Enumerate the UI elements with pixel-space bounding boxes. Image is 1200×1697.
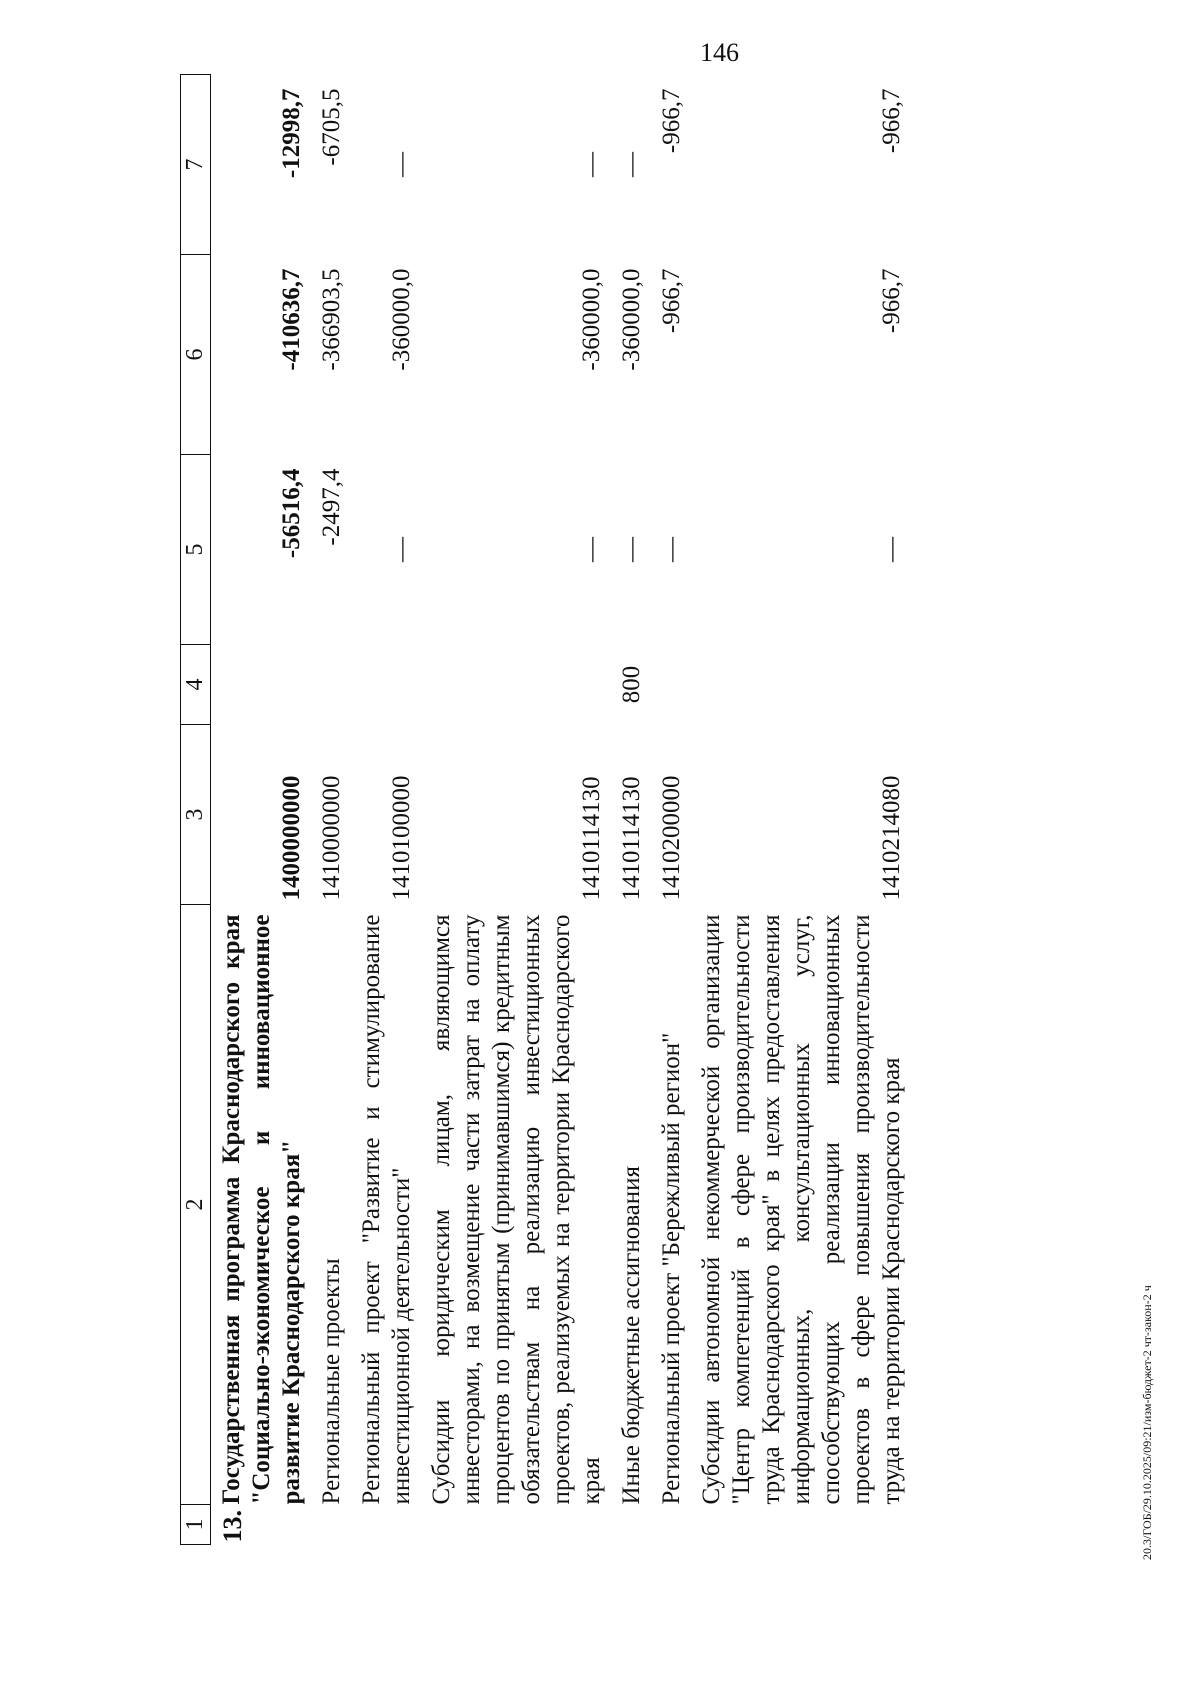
table-body xyxy=(210,75,907,1545)
row-name: Региональный проект "Бережливый регион" xyxy=(657,1032,685,1505)
row-value-col7: -966,7 xyxy=(657,88,685,154)
row-value-col6: -966,7 xyxy=(657,268,685,334)
row-value-col7: -966,7 xyxy=(877,88,905,154)
rotated-sheet xyxy=(180,75,1100,1545)
row-value-col5: — xyxy=(877,537,905,562)
header-col-3: 3 xyxy=(181,725,211,905)
table-row xyxy=(417,75,607,1545)
header-col-2: 2 xyxy=(181,905,211,1505)
row-value-col7: — xyxy=(577,152,605,177)
row-expense-type xyxy=(687,645,907,725)
table-row xyxy=(307,75,347,1545)
row-name: Субсидии автономной некоммерческой организации "Центр компетенций в сфере производительности труда Краснодарского края" в целях предоставления информационных, консультационных услуг, способствующих реализации инновационных проектов в сфере повышения производительности труда на территории Краснодарского края xyxy=(697,914,905,1505)
row-name: Региональный проект "Развитие и стимулирование инвестиционной деятельности" xyxy=(357,914,415,1505)
row-target-code: 1410114130 xyxy=(617,776,645,901)
row-target-code: 1410200000 xyxy=(657,775,685,901)
row-value-col6: -360000,0 xyxy=(387,268,415,371)
table-row xyxy=(347,75,417,1545)
header-col-1: 1 xyxy=(181,1505,211,1545)
row-target-code: 1400000000 xyxy=(277,775,305,901)
row-value-col6: -966,7 xyxy=(877,268,905,334)
row-value-col5: — xyxy=(577,537,605,562)
header-col-5: 5 xyxy=(181,455,211,645)
row-value-col6: -360000,0 xyxy=(577,268,605,371)
row-value-col7: -12998,7 xyxy=(277,88,305,179)
row-expense-type: 800 xyxy=(617,665,645,704)
row-value-col6: -366903,5 xyxy=(317,268,345,371)
row-target-code: 1410214080 xyxy=(877,775,905,901)
table-row xyxy=(647,75,687,1545)
row-target-code: 1410000000 xyxy=(317,775,345,901)
row-value-col6: -360000,0 xyxy=(617,268,645,371)
row-value-col7: — xyxy=(387,152,415,177)
row-number xyxy=(347,1505,417,1545)
row-value-col5: — xyxy=(387,537,415,562)
row-name: Иные бюджетные ассигнования xyxy=(617,1165,645,1505)
row-number xyxy=(687,1505,907,1545)
table-row xyxy=(687,75,907,1545)
row-expense-type xyxy=(307,645,347,725)
row-value-col7: -6705,5 xyxy=(317,88,345,166)
row-value-col5: — xyxy=(617,537,645,562)
header-col-6: 6 xyxy=(181,255,211,455)
table-row xyxy=(210,75,307,1545)
row-number xyxy=(417,1505,607,1545)
row-number xyxy=(647,1505,687,1545)
table-row xyxy=(607,75,647,1545)
row-expense-type xyxy=(647,645,687,725)
header-col-7: 7 xyxy=(181,75,211,255)
row-expense-type xyxy=(210,645,307,725)
budget-table xyxy=(180,74,907,1545)
row-number: 13. xyxy=(217,1510,247,1543)
row-expense-type xyxy=(347,645,417,725)
row-number xyxy=(607,1505,647,1545)
row-name: Государственная программа Краснодарского края "Социально-экономическое и инновационное развитие Краснодарского края" xyxy=(217,914,305,1505)
row-value-col5: -2497,4 xyxy=(317,468,345,546)
row-name: Субсидии юридическим лицам, являющимся инвесторами, на возмещение части затрат на оплату процентов по принятым (принимавшимся) кредитным обязательствам на реализацию инвестиционных проектов, реализуемых на территории Краснодарского края xyxy=(427,914,605,1505)
row-value-col5: — xyxy=(657,537,685,562)
page-number: 146 xyxy=(700,38,739,67)
table-header xyxy=(181,75,211,1545)
row-target-code: 1410114130 xyxy=(577,776,605,901)
row-value-col6: -410636,7 xyxy=(277,268,305,371)
row-value-col5: -56516,4 xyxy=(277,468,305,559)
row-name: Региональные проекты xyxy=(317,1258,345,1505)
row-number xyxy=(307,1505,347,1545)
document-footer-code: 20.3/ГОБ/29.10.2025/09:21/изм-бюджет-2 чт-закон-2 ч xyxy=(1140,1285,1154,1560)
row-value-col7: — xyxy=(617,152,645,177)
header-col-4: 4 xyxy=(181,645,211,725)
row-target-code: 1410100000 xyxy=(387,775,415,901)
row-expense-type xyxy=(417,645,607,725)
